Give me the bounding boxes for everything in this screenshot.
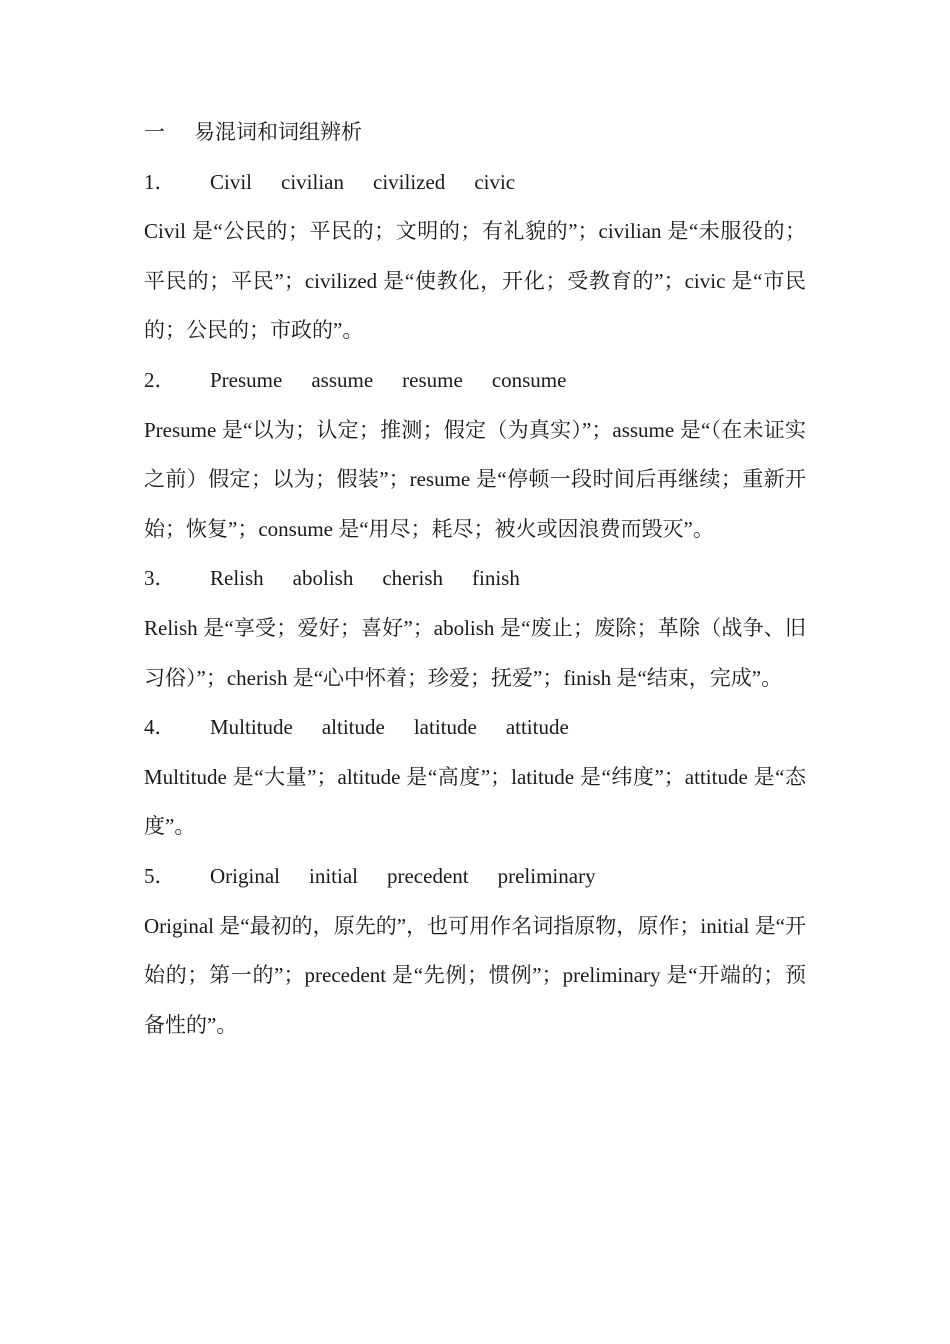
word: consume [491,367,567,392]
entry [144,158,806,356]
entry [144,356,806,554]
word-group-heading [144,158,806,208]
entry-explanation: Civil 是“公民的；平民的；文明的；有礼貌的”；civilian 是“未服役的；平民的；平民”；civilized 是“使教化，开化；受教育的”；civic 是“市民的；公民的；市政的”。 [144,219,806,343]
word: finish [472,566,520,591]
entry-number: 3． [144,566,176,591]
entry-explanation: Relish 是“享受；爱好；喜好”；abolish 是“废止；废除；革除（战争、旧习俗）”；cherish 是“心中怀着；珍爱；抚爱”；finish 是“结束，完成”。 [144,615,806,690]
word: precedent [386,863,469,888]
word-group-heading [144,852,806,902]
section-number: 一 [144,120,165,144]
word: civic [474,169,516,194]
word: preliminary [497,863,596,888]
word: initial [308,863,358,888]
word: civilian [281,169,344,194]
entry [144,703,806,852]
word: Original [210,863,280,888]
word: Multitude [210,715,293,740]
word-group-heading [144,554,806,604]
word: altitude [321,715,385,740]
word-group-heading [144,356,806,406]
entry [144,852,806,1050]
word-group-heading [144,703,806,753]
entry-explanation: Presume 是“以为；认定；推测；假定（为真实）”；assume 是“（在未证实之前）假定；以为；假装”；resume 是“停顿一段时间后再继续；重新开始；恢复”；consume 是“用尽；耗尽；被火或因浪费而毁灭”。 [144,417,806,541]
section-title: 易混词和词组辨析 [194,120,362,144]
word: Civil [210,169,253,194]
entry-number: 5． [144,863,176,888]
word: cherish [382,566,443,591]
entry [144,554,806,703]
entry-explanation: Original 是“最初的，原先的”，也可用作名词指原物，原作；initial 是“开始的；第一的”；precedent 是“先例；惯例”；preliminary 是“开端的；预备性的”。 [144,913,806,1037]
word: latitude [413,715,477,740]
word: Relish [210,566,264,591]
word: civilized [373,169,446,194]
entry-number: 4． [144,715,176,740]
section-heading [144,108,806,158]
word: abolish [292,566,354,591]
word: resume [402,367,463,392]
entry-number: 2． [144,367,176,392]
document-page [144,108,806,1050]
entry-explanation: Multitude 是“大量”；altitude 是“高度”；latitude 是“纬度”；attitude 是“态度”。 [144,764,806,839]
word: attitude [505,715,569,740]
word: Presume [210,367,283,392]
word: assume [311,367,374,392]
entry-number: 1． [144,169,176,194]
